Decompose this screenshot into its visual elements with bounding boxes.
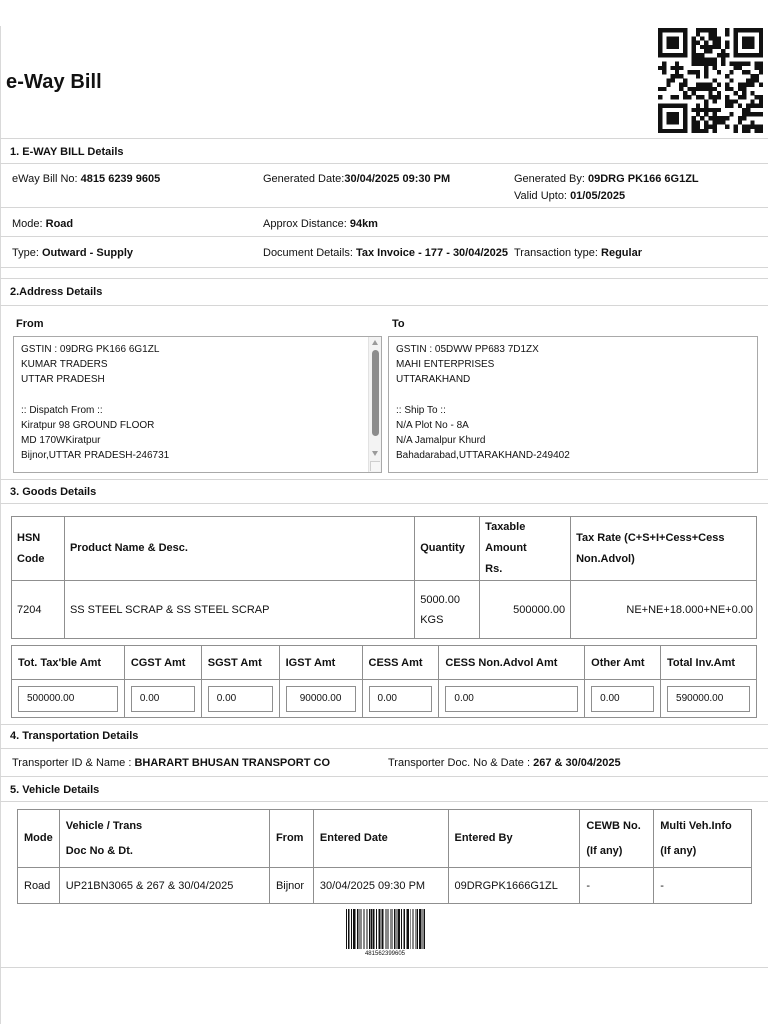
vehicle-header-mode: Mode xyxy=(18,810,60,868)
other-amount-field: 0.00 xyxy=(591,686,654,712)
totals-header-row xyxy=(12,646,757,680)
section-title-vehicle: 5. Vehicle Details xyxy=(10,784,100,796)
valid-upto: Valid Upto: 01/05/2025 xyxy=(514,190,626,202)
vehicle-table xyxy=(17,809,752,904)
goods-cell-product: SS STEEL SCRAP & SS STEEL SCRAP xyxy=(64,581,414,639)
section-title-transportation: 4. Transportation Details xyxy=(10,730,139,742)
divider xyxy=(0,479,768,480)
from-address-line: KUMAR TRADERS xyxy=(21,359,108,371)
from-address-line: UTTAR PRADESH xyxy=(21,374,105,386)
page-left-border xyxy=(0,26,1,1024)
generated-date: Generated Date:30/04/2025 09:30 PM xyxy=(263,173,451,185)
goods-header-taxrate: Tax Rate (C+S+I+Cess+Cess Non.Advol) xyxy=(571,517,757,581)
divider xyxy=(0,801,768,802)
from-label: From xyxy=(16,318,44,330)
divider xyxy=(0,138,768,139)
page-title: e-Way Bill xyxy=(6,71,102,93)
sgst-amount-field: 0.00 xyxy=(208,686,273,712)
vehicle-cell-mode: Road xyxy=(18,868,60,904)
totals-header: CGST Amt xyxy=(124,646,201,680)
divider xyxy=(0,305,768,306)
goods-header-hsn: HSN Code xyxy=(12,517,65,581)
totals-header: CESS Amt xyxy=(362,646,439,680)
from-address-line: MD 170WKiratpur xyxy=(21,435,101,447)
mode: Mode: Road xyxy=(12,218,74,230)
table-row xyxy=(12,581,757,639)
totals-header: CESS Non.Advol Amt xyxy=(439,646,585,680)
vehicle-cell-entered-by: 09DRGPK1666G1ZL xyxy=(448,868,580,904)
barcode xyxy=(345,909,425,949)
barcode-number: 481562399605 xyxy=(364,951,406,957)
from-address-line: GSTIN : 09DRG PK166 6G1ZL xyxy=(21,344,160,355)
scroll-thumb[interactable] xyxy=(372,350,379,436)
from-address-line: Bijnor,UTTAR PRADESH-246731 xyxy=(21,450,170,462)
vehicle-header-cewb: CEWB No. (If any) xyxy=(580,810,654,868)
to-address-line xyxy=(396,388,757,403)
to-address-line: MAHI ENTERPRISES xyxy=(396,359,495,371)
vehicle-cell-multi: - xyxy=(654,868,752,904)
goods-header-product: Product Name & Desc. xyxy=(64,517,414,581)
scroll-up-arrow-icon[interactable] xyxy=(372,340,378,345)
scroll-down-arrow-icon[interactable] xyxy=(372,451,378,456)
total-taxable-amount-field: 500000.00 xyxy=(18,686,118,712)
table-row xyxy=(18,868,752,904)
vehicle-cell-vehicle: UP21BN3065 & 267 & 30/04/2025 xyxy=(59,868,269,904)
qr-code xyxy=(658,28,763,133)
divider xyxy=(0,267,768,268)
total-invoice-amount-field: 590000.00 xyxy=(667,686,750,712)
divider xyxy=(0,724,768,725)
supply-type: Type: Outward - Supply xyxy=(12,247,134,259)
vehicle-header-vehicle: Vehicle / Trans Doc No & Dt. xyxy=(59,810,269,868)
to-address-line: UTTARAKHAND xyxy=(396,374,471,386)
section-title-goods: 3. Goods Details xyxy=(10,486,97,498)
vehicle-header-entered-date: Entered Date xyxy=(313,810,448,868)
eway-bill-no: eWay Bill No: 4815 6239 9605 xyxy=(12,173,161,185)
divider xyxy=(0,503,768,504)
goods-cell-quantity: 5000.00 KGS xyxy=(415,581,480,639)
from-address-box[interactable] xyxy=(13,336,382,473)
divider xyxy=(0,776,768,777)
divider xyxy=(0,163,768,164)
from-address-line: :: Dispatch From :: xyxy=(21,404,103,416)
totals-header: Tot. Tax'ble Amt xyxy=(12,646,125,680)
totals-header: Total Inv.Amt xyxy=(661,646,757,680)
to-address-line: Bahadarabad,UTTARAKHAND-249402 xyxy=(396,450,570,462)
totals-value-row xyxy=(12,680,757,718)
cess-amount-field: 0.00 xyxy=(369,686,433,712)
goods-cell-taxrate: NE+NE+18.000+NE+0.00 xyxy=(571,581,757,639)
goods-cell-hsn: 7204 xyxy=(12,581,65,639)
generated-by: Generated By: 09DRG PK166 6G1ZL xyxy=(514,173,699,185)
igst-amount-field: 90000.00 xyxy=(286,686,356,712)
transaction-type: Transaction type: Regular xyxy=(514,247,642,259)
goods-header-quantity: Quantity xyxy=(415,517,480,581)
resize-handle-icon[interactable] xyxy=(370,461,380,471)
vehicle-cell-entered-date: 30/04/2025 09:30 PM xyxy=(313,868,448,904)
to-address-line: :: Ship To :: xyxy=(396,404,446,416)
vehicle-cell-cewb: - xyxy=(580,868,654,904)
cgst-amount-field: 0.00 xyxy=(131,686,195,712)
divider xyxy=(0,236,768,237)
section-title-address: 2.Address Details xyxy=(10,286,103,298)
vehicle-header-entered-by: Entered By xyxy=(448,810,580,868)
from-address-line: Kiratpur 98 GROUND FLOOR xyxy=(21,419,155,431)
transporter-doc: Transporter Doc. No & Date : 267 & 30/04/2025 xyxy=(388,757,621,769)
transporter-id-name: Transporter ID & Name : BHARART BHUSAN TRANSPORT CO xyxy=(12,757,331,769)
to-address-line: GSTIN : 05DWW PP683 7D1ZX xyxy=(396,344,539,355)
to-address-box[interactable] xyxy=(388,336,758,473)
vehicle-cell-from: Bijnor xyxy=(269,868,313,904)
to-address-line: N/A Plot No - 8A xyxy=(396,419,469,431)
vehicle-header-row xyxy=(18,810,752,868)
divider xyxy=(0,278,768,279)
goods-cell-taxable: 500000.00 xyxy=(480,581,571,639)
cess-non-advol-amount-field: 0.00 xyxy=(445,686,578,712)
vehicle-header-from: From xyxy=(269,810,313,868)
vehicle-header-multi: Multi Veh.Info (If any) xyxy=(654,810,752,868)
to-label: To xyxy=(392,318,405,330)
totals-table xyxy=(11,645,757,718)
from-address-scrollbar[interactable] xyxy=(368,337,381,472)
totals-header: SGST Amt xyxy=(201,646,279,680)
to-address-line: N/A Jamalpur Khurd xyxy=(396,435,486,447)
approx-distance: Approx Distance: 94km xyxy=(263,218,378,230)
divider xyxy=(0,207,768,208)
from-address-line xyxy=(21,388,381,403)
goods-table xyxy=(11,516,757,639)
goods-header-row xyxy=(12,517,757,581)
document-details: Document Details: Tax Invoice - 177 - 30/04/2025 xyxy=(263,247,508,259)
goods-header-taxable: Taxable Amount Rs. xyxy=(480,517,571,581)
section-title-eway-details: 1. E-WAY BILL Details xyxy=(10,146,124,158)
divider xyxy=(0,967,768,968)
totals-header: Other Amt xyxy=(585,646,661,680)
divider xyxy=(0,748,768,749)
totals-header: IGST Amt xyxy=(279,646,362,680)
